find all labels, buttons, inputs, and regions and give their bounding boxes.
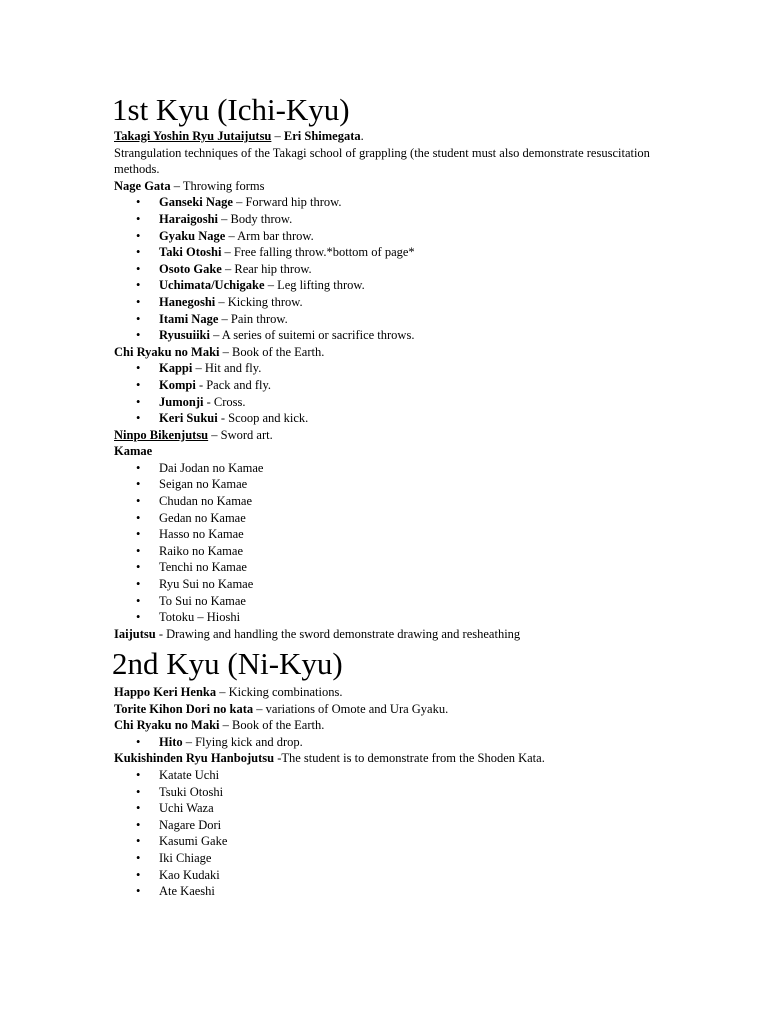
list-item — [114, 194, 674, 211]
bullet-icon: • — [136, 543, 141, 558]
list-item — [114, 360, 674, 377]
chi-ryaku-title: Chi Ryaku no Maki — [114, 344, 220, 359]
bullet-icon: • — [136, 834, 141, 849]
heading-2nd-kyu: 2nd Kyu (Ni-Kyu) — [112, 646, 343, 681]
item-name: Kompi — [159, 377, 196, 392]
list-item — [114, 833, 674, 850]
list-item — [114, 327, 674, 344]
list-item — [114, 817, 674, 834]
nage-gata-line — [114, 178, 674, 195]
torite-title: Torite Kihon Dori no kata — [114, 701, 254, 716]
bullet-icon: • — [136, 294, 141, 309]
item-text: Totoku – Hioshi — [159, 610, 241, 625]
item-text: Iki Chiage — [159, 850, 212, 865]
item-desc: – Rear hip throw. — [221, 261, 312, 276]
item-name: Kappi — [159, 361, 193, 376]
chi-ryaku-list-2 — [114, 734, 674, 751]
takagi-title: Takagi Yoshin Ryu Jutaijutsu — [114, 129, 272, 143]
bullet-icon: • — [136, 228, 141, 243]
chi-ryaku-desc: – Book of the Earth. — [219, 344, 325, 359]
item-desc: – Leg lifting throw. — [264, 278, 365, 293]
list-item — [114, 767, 674, 784]
bullet-icon: • — [136, 884, 141, 899]
list-item — [114, 493, 674, 510]
nage-gata-desc: – Throwing forms — [170, 178, 265, 193]
iaijutsu-desc: - Drawing and handling the sword demonstrate drawing and resheathing — [155, 626, 521, 641]
bullet-icon: • — [136, 394, 141, 409]
item-desc: - Scoop and kick. — [217, 411, 309, 426]
list-item — [114, 460, 674, 477]
list-item — [114, 244, 674, 261]
kukishinden-line — [114, 750, 674, 767]
nage-gata-title: Nage Gata — [114, 178, 171, 193]
item-desc: – A series of suitemi or sacrifice throws. — [209, 328, 415, 343]
bullet-icon: • — [136, 610, 141, 625]
bullet-icon: • — [136, 278, 141, 293]
takagi-line — [114, 128, 674, 145]
list-item — [114, 228, 674, 245]
item-name: Ryusuiiki — [159, 328, 210, 343]
bullet-icon: • — [136, 510, 141, 525]
ninpo-title: Ninpo Bikenjutsu — [114, 427, 209, 442]
bullet-icon: • — [136, 211, 141, 226]
list-item — [114, 867, 674, 884]
list-item — [114, 311, 674, 328]
list-item — [114, 526, 674, 543]
bullet-icon: • — [136, 477, 141, 492]
bullet-icon: • — [136, 801, 141, 816]
item-desc: - Pack and fly. — [195, 377, 272, 392]
bullet-icon: • — [136, 328, 141, 343]
section-1st-kyu — [114, 128, 674, 642]
item-text: Hasso no Kamae — [159, 527, 244, 542]
kamae-list — [114, 460, 674, 626]
happo-desc: – Kicking combinations. — [216, 685, 343, 699]
item-name: Itami Nage — [159, 311, 219, 326]
list-item — [114, 850, 674, 867]
kukishinden-desc: -The student is to demonstrate from the Shoden Kata. — [274, 751, 545, 766]
item-text: Nagare Dori — [159, 817, 222, 832]
torite-desc: – variations of Omote and Ura Gyaku. — [253, 701, 449, 716]
list-item — [114, 734, 674, 751]
item-desc: – Arm bar throw. — [225, 228, 314, 243]
item-desc: – Kicking throw. — [215, 294, 303, 309]
item-text: Chudan no Kamae — [159, 494, 253, 509]
list-item — [114, 211, 674, 228]
item-name: Uchimata/Uchigake — [159, 278, 265, 293]
bullet-icon: • — [136, 460, 141, 475]
item-desc: – Flying kick and drop. — [182, 734, 303, 749]
item-text: Raiko no Kamae — [159, 543, 244, 558]
item-text: Seigan no Kamae — [159, 477, 248, 492]
chi-ryaku-line — [114, 344, 674, 361]
bullet-icon: • — [136, 767, 141, 782]
item-name: Osoto Gake — [159, 261, 222, 276]
strangulation-description: Strangulation techniques of the Takagi school of grappling (the student must also demonstrate resuscitation methods. — [114, 145, 650, 177]
bullet-icon: • — [136, 311, 141, 326]
list-item — [114, 559, 674, 576]
iaijutsu-title: Iaijutsu — [114, 626, 156, 641]
bullet-icon: • — [136, 527, 141, 542]
kukishinden-list — [114, 767, 674, 900]
list-item — [114, 294, 674, 311]
item-desc: – Free falling throw.*bottom of page* — [221, 245, 415, 260]
list-item — [114, 394, 674, 411]
takagi-technique: Eri Shimegata — [283, 129, 361, 143]
bullet-icon: • — [136, 560, 141, 575]
takagi-period: . — [360, 129, 364, 143]
list-item — [114, 410, 674, 427]
list-item — [114, 593, 674, 610]
item-text: Gedan no Kamae — [159, 510, 246, 525]
bullet-icon: • — [136, 411, 141, 426]
bullet-icon: • — [136, 593, 141, 608]
item-text: Ryu Sui no Kamae — [159, 577, 254, 592]
list-item — [114, 277, 674, 294]
item-name: Jumonji — [159, 394, 204, 409]
list-item — [114, 800, 674, 817]
item-text: Uchi Waza — [159, 801, 214, 816]
item-desc: – Pain throw. — [218, 311, 288, 326]
bullet-icon: • — [136, 261, 141, 276]
item-name: Haraigoshi — [159, 211, 219, 226]
list-item — [114, 510, 674, 527]
bullet-icon: • — [136, 577, 141, 592]
item-name: Hito — [159, 734, 183, 749]
item-name: Hanegoshi — [159, 294, 216, 309]
list-item — [114, 261, 674, 278]
happo-line — [114, 684, 674, 701]
list-item — [114, 609, 674, 626]
item-text: Ate Kaeshi — [159, 884, 215, 899]
torite-line — [114, 701, 674, 718]
chi-ryaku-line-2 — [114, 717, 674, 734]
nage-gata-list — [114, 194, 674, 343]
kukishinden-title: Kukishinden Ryu Hanbojutsu — [114, 751, 275, 766]
takagi-dash: – — [271, 129, 284, 143]
item-desc: – Body throw. — [218, 211, 293, 226]
list-item — [114, 784, 674, 801]
item-text: Dai Jodan no Kamae — [159, 460, 264, 475]
bullet-icon: • — [136, 494, 141, 509]
item-text: To Sui no Kamae — [159, 593, 246, 608]
happo-title: Happo Keri Henka — [114, 685, 217, 699]
list-item — [114, 883, 674, 900]
bullet-icon: • — [136, 784, 141, 799]
bullet-icon: • — [136, 817, 141, 832]
bullet-icon: • — [136, 361, 141, 376]
chi-ryaku-desc-2: – Book of the Earth. — [219, 718, 325, 733]
chi-ryaku-list — [114, 360, 674, 426]
list-item — [114, 377, 674, 394]
list-item — [114, 543, 674, 560]
item-desc: – Forward hip throw. — [232, 195, 342, 210]
item-name: Ganseki Nage — [159, 195, 233, 210]
item-name: Keri Sukui — [159, 411, 218, 426]
iaijutsu-line — [114, 626, 674, 643]
heading-1st-kyu: 1st Kyu (Ichi-Kyu) — [112, 92, 350, 127]
item-name: Gyaku Nage — [159, 228, 226, 243]
ninpo-desc: – Sword art. — [208, 427, 273, 442]
bullet-icon: • — [136, 850, 141, 865]
item-text: Tsuki Otoshi — [159, 784, 224, 799]
list-item — [114, 576, 674, 593]
bullet-icon: • — [136, 195, 141, 210]
bullet-icon: • — [136, 734, 141, 749]
item-name: Taki Otoshi — [159, 245, 222, 260]
section-2nd-kyu — [114, 684, 674, 900]
item-desc: - Cross. — [203, 394, 246, 409]
bullet-icon: • — [136, 245, 141, 260]
bullet-icon: • — [136, 377, 141, 392]
item-text: Kasumi Gake — [159, 834, 228, 849]
item-text: Kao Kudaki — [159, 867, 220, 882]
item-text: Katate Uchi — [159, 767, 220, 782]
list-item — [114, 476, 674, 493]
ninpo-line — [114, 427, 674, 444]
item-desc: – Hit and fly. — [192, 361, 262, 376]
kamae-title: Kamae — [114, 444, 153, 459]
bullet-icon: • — [136, 867, 141, 882]
chi-ryaku-title-2: Chi Ryaku no Maki — [114, 718, 220, 733]
item-text: Tenchi no Kamae — [159, 560, 247, 575]
